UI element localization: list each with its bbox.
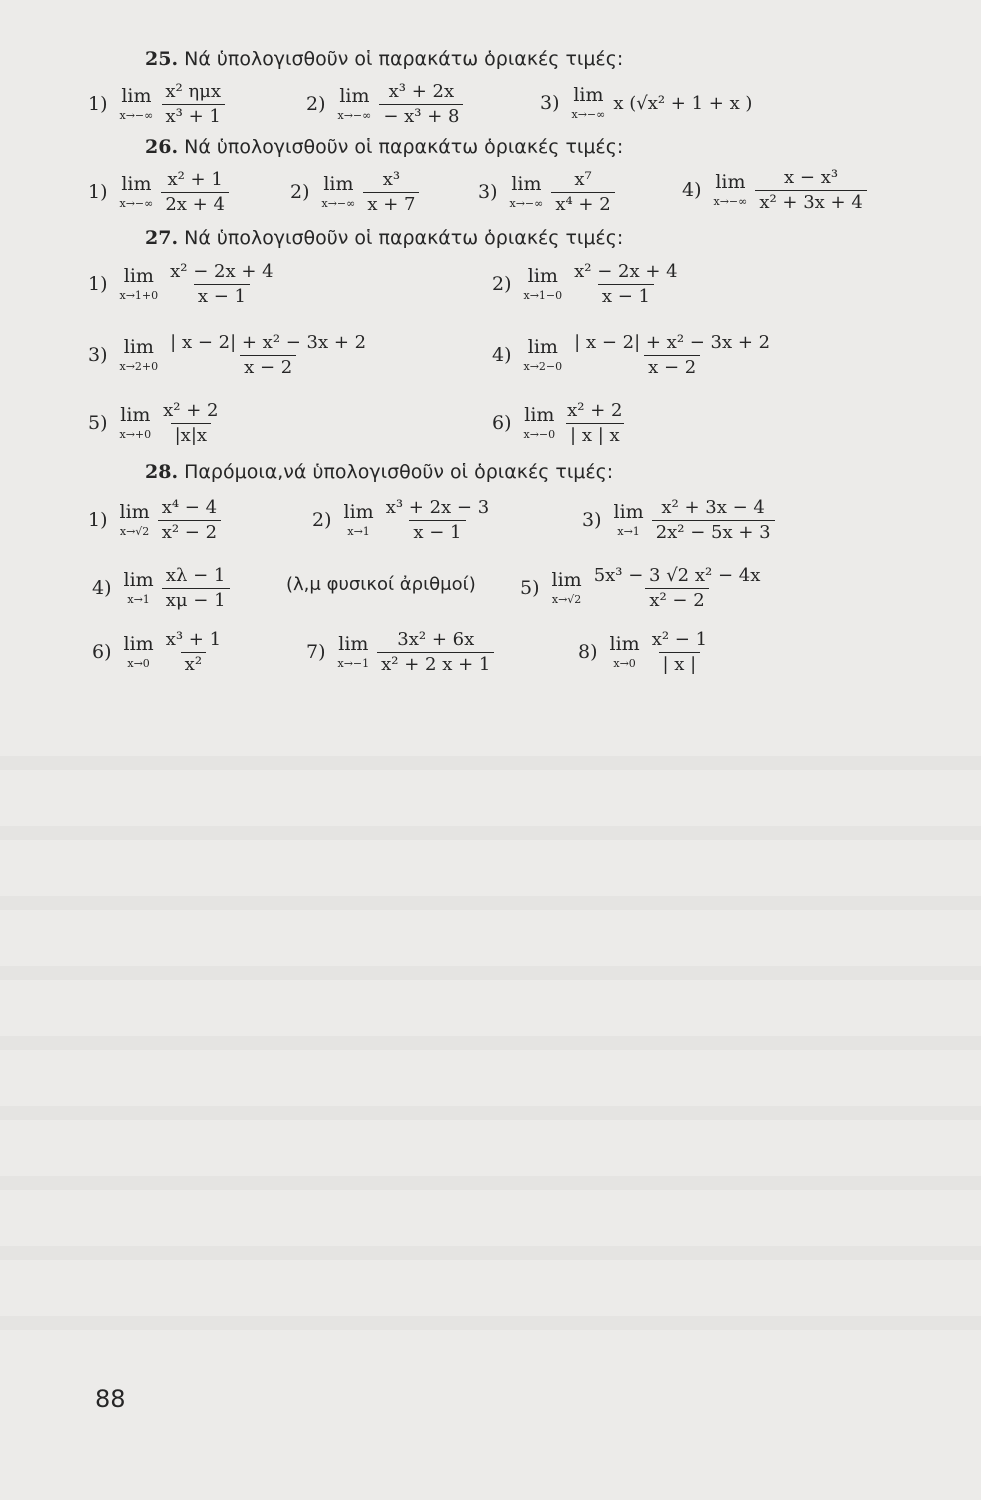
numerator: x² ημx <box>165 81 222 102</box>
limit-problem <box>306 82 463 127</box>
numerator: 5x³ − 3 √2 x² − 4x <box>593 565 761 586</box>
denominator: 2x + 4 <box>161 192 229 215</box>
numerator: x² + 3x − 4 <box>661 497 765 518</box>
limit-problem <box>88 82 225 127</box>
problem-index: 6) <box>92 641 112 664</box>
numerator: x² + 1 <box>167 169 223 190</box>
limit-problem <box>520 566 764 611</box>
denominator: x² + 3x + 4 <box>755 190 866 213</box>
numerator: 3x² + 6x <box>397 629 475 650</box>
problem-index: 1) <box>88 273 108 296</box>
numerator: x⁷ <box>574 169 592 190</box>
exercise-25-heading <box>145 48 623 70</box>
numerator: x² + 2 <box>567 400 623 421</box>
numerator: x⁴ − 4 <box>161 497 218 518</box>
numerator: | x − 2| + x² − 3x + 2 <box>170 332 367 353</box>
fraction <box>162 630 225 675</box>
limit-operator: lim x→0 <box>123 633 154 671</box>
problem-index: 3) <box>540 92 560 114</box>
denominator: − x³ + 8 <box>379 104 463 127</box>
limit-operator: lim x→−∞ <box>509 173 544 211</box>
denominator: x⁴ + 2 <box>551 192 614 215</box>
limit-subscript: x→0 <box>127 657 150 671</box>
limit-subscript: x→1+0 <box>119 289 159 303</box>
parameter-note: (λ,μ φυσικοί ἀριθμοί) <box>286 574 476 595</box>
problem-index: 4) <box>682 179 702 202</box>
limit-operator: lim x→−∞ <box>337 85 372 123</box>
exercise-28-heading <box>145 461 613 483</box>
problem-index: 3) <box>582 509 602 532</box>
fraction <box>161 82 225 127</box>
numerator: x² − 2x + 4 <box>170 261 274 282</box>
fraction <box>648 630 711 675</box>
limit-problem <box>290 170 419 215</box>
limit-subscript: x→−∞ <box>509 197 544 211</box>
limit-subscript: x→√2 <box>551 593 582 607</box>
limit-problem <box>540 86 752 120</box>
denominator: x − 1 <box>194 284 250 307</box>
problem-index: 1) <box>88 93 108 116</box>
problem-index: 5) <box>88 412 108 435</box>
problem-index: 2) <box>492 273 512 296</box>
exercise-title: Παρόμοια,νά ὑπολογισθοῦν οἱ ὁριακές τιμές: <box>184 461 614 483</box>
limit-problem <box>582 498 775 543</box>
problem-index: 5) <box>520 577 540 600</box>
limit-problem <box>88 170 229 215</box>
fraction <box>563 401 626 446</box>
numerator: xλ − 1 <box>165 565 226 586</box>
problem-index: 3) <box>88 344 108 367</box>
denominator: x² − 2 <box>158 520 221 543</box>
numerator: x³ <box>382 169 401 190</box>
fraction <box>570 262 681 307</box>
limit-subscript: x→1 <box>127 593 150 607</box>
fraction <box>570 333 774 378</box>
limit-operator: lim x→−∞ <box>119 173 154 211</box>
limit-problem <box>478 170 615 215</box>
limit-problem <box>92 566 230 611</box>
limit-subscript: x→1 <box>347 525 370 539</box>
limit-operator: lim x→1 <box>123 569 154 607</box>
denominator: |x|x <box>171 423 211 446</box>
limit-operator: lim x→1+0 <box>119 265 159 303</box>
fraction <box>551 170 614 215</box>
denominator: x² + 2 x + 1 <box>377 652 494 675</box>
numerator: x² − 1 <box>651 629 708 650</box>
limit-subscript: x→−∞ <box>119 109 154 123</box>
exercise-title: Νά ὑπολογισθοῦν οἱ παρακάτω ὁριακές τιμές: <box>184 227 624 249</box>
limit-operator: lim x→−∞ <box>713 171 748 209</box>
limit-problem <box>492 401 627 446</box>
limit-operator: lim x→2−0 <box>523 336 563 374</box>
numerator: x³ + 2x − 3 <box>385 497 490 518</box>
limit-problem <box>92 630 225 675</box>
limit-operator: lim x→√2 <box>119 501 150 539</box>
denominator: x − 1 <box>409 520 465 543</box>
show-through-text <box>0 700 981 1380</box>
denominator: x³ + 1 <box>162 104 225 127</box>
limit-problem <box>492 262 682 307</box>
limit-operator: lim x→2+0 <box>119 336 159 374</box>
fraction <box>652 498 775 543</box>
limit-subscript: x→2−0 <box>523 360 563 374</box>
expression: x (√x² + 1 + x ) <box>613 92 753 114</box>
limit-operator: lim x→−1 <box>337 633 370 671</box>
limit-subscript: x→2+0 <box>119 360 159 374</box>
denominator: x² <box>181 652 206 675</box>
limit-operator: lim x→+0 <box>119 404 152 442</box>
limit-subscript: x→−∞ <box>321 197 356 211</box>
limit-problem <box>306 630 494 675</box>
denominator: 2x² − 5x + 3 <box>652 520 775 543</box>
limit-problem <box>88 333 370 378</box>
limit-operator: lim x→√2 <box>551 569 582 607</box>
denominator: | x | x <box>566 423 624 446</box>
denominator: x + 7 <box>363 192 419 215</box>
exercise-number: 25. <box>145 48 179 70</box>
limit-operator: lim x→−∞ <box>119 85 154 123</box>
exercise-number: 28. <box>145 461 179 483</box>
exercise-title: Νά ὑπολογισθοῦν οἱ παρακάτω ὁριακές τιμές: <box>184 136 624 158</box>
numerator: x² + 2 <box>163 400 219 421</box>
limit-subscript: x→−∞ <box>713 195 748 209</box>
exercise-26-heading <box>145 136 623 158</box>
exercise-title: Νά ὑπολογισθοῦν οἱ παρακάτω ὁριακές τιμές: <box>184 48 624 70</box>
numerator: x³ + 2x <box>388 81 455 102</box>
fraction <box>166 262 277 307</box>
limit-subscript: x→−∞ <box>119 197 154 211</box>
limit-operator: lim x→1 <box>343 501 374 539</box>
limit-problem <box>578 630 711 675</box>
limit-problem <box>88 262 278 307</box>
limit-problem <box>682 168 867 213</box>
limit-subscript: x→1 <box>617 525 640 539</box>
denominator: x − 2 <box>644 355 700 378</box>
fraction <box>162 566 230 611</box>
limit-subscript: x→−∞ <box>337 109 372 123</box>
problem-index: 2) <box>306 93 326 116</box>
fraction <box>377 630 494 675</box>
limit-operator: lim x→0 <box>609 633 640 671</box>
problem-index: 2) <box>312 509 332 532</box>
denominator: x² − 2 <box>645 588 708 611</box>
limit-operator: lim x→1−0 <box>523 265 563 303</box>
exercise-number: 26. <box>145 136 179 158</box>
exercise-number: 27. <box>145 227 179 249</box>
limit-operator: lim x→−∞ <box>321 173 356 211</box>
problem-index: 1) <box>88 509 108 532</box>
problem-index: 4) <box>492 344 512 367</box>
problem-index: 1) <box>88 181 108 204</box>
fraction <box>755 168 866 213</box>
fraction <box>161 170 229 215</box>
exercise-27-heading <box>145 227 623 249</box>
denominator: xμ − 1 <box>162 588 230 611</box>
problem-index: 2) <box>290 181 310 204</box>
denominator: | x | <box>659 652 701 675</box>
denominator: x − 1 <box>598 284 654 307</box>
limit-operator: lim x→−0 <box>523 404 556 442</box>
limit-operator: lim x→1 <box>613 501 644 539</box>
limit-subscript: x→−1 <box>337 657 370 671</box>
fraction <box>379 82 463 127</box>
numerator: x² − 2x + 4 <box>574 261 678 282</box>
limit-problem <box>88 498 221 543</box>
limit-problem <box>312 498 493 543</box>
limit-subscript: x→−∞ <box>571 108 606 121</box>
limit-problem <box>492 333 774 378</box>
numerator: | x − 2| + x² − 3x + 2 <box>574 332 771 353</box>
fraction <box>590 566 765 611</box>
limit-subscript: x→√2 <box>119 525 150 539</box>
limit-subscript: x→−0 <box>523 428 556 442</box>
numerator: x − x³ <box>784 167 839 188</box>
fraction <box>159 401 222 446</box>
fraction <box>363 170 419 215</box>
limit-subscript: x→+0 <box>119 428 152 442</box>
problem-index: 3) <box>478 181 498 204</box>
page-number: 88 <box>95 1385 126 1413</box>
problem-index: 6) <box>492 412 512 435</box>
denominator: x − 2 <box>240 355 296 378</box>
limit-subscript: x→1−0 <box>523 289 563 303</box>
fraction <box>382 498 493 543</box>
numerator: x³ + 1 <box>165 629 222 650</box>
limit-problem <box>88 401 223 446</box>
problem-index: 7) <box>306 641 326 664</box>
limit-subscript: x→0 <box>613 657 636 671</box>
fraction <box>166 333 370 378</box>
problem-index: 4) <box>92 577 112 600</box>
fraction <box>158 498 221 543</box>
limit-operator: lim x→−∞ <box>571 84 606 121</box>
problem-index: 8) <box>578 641 598 664</box>
